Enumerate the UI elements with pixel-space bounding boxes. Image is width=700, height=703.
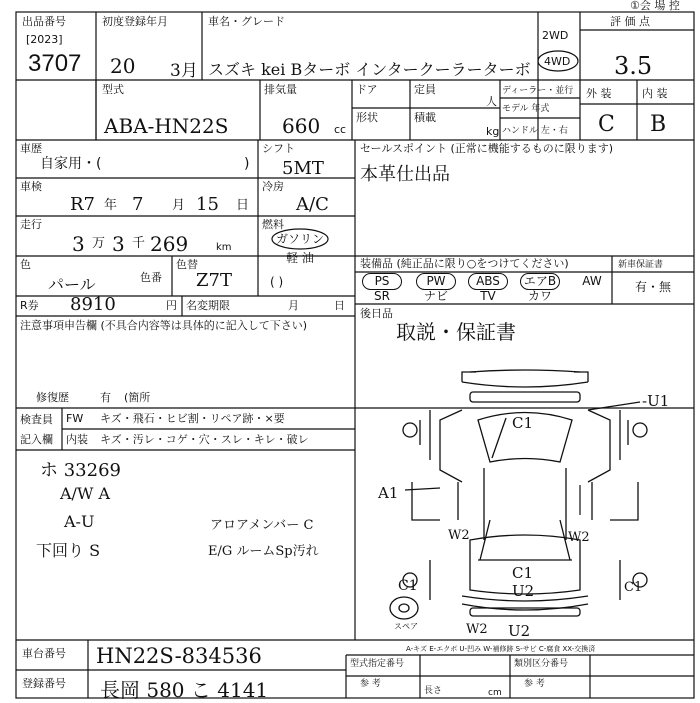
inspection-year: R7 (70, 194, 96, 215)
extras-header: 後日品 (360, 307, 393, 320)
capacity-unit: 人 (486, 95, 497, 108)
shift-value: 5MT (282, 158, 324, 179)
notes-header: 注意事項申告欄 (不具合内容等は具体的に記入して下さい) (20, 319, 308, 332)
model-grade-value: スズキ kei Bターボ インタークーラーターボ (208, 60, 531, 79)
repair-place: (箇所 (124, 391, 151, 404)
displacement-unit: cc (334, 123, 347, 136)
equipment-sr: SR (374, 289, 390, 303)
shift-label: シフト (262, 142, 295, 155)
model-grade-label: 車名・グレード (208, 15, 285, 28)
spare-tire-label: スペア (394, 622, 418, 631)
equipment-ps-circle (362, 273, 402, 290)
sales-points-value: 本革仕出品 (360, 164, 450, 185)
inspector-fw-label: FW (66, 412, 84, 425)
plate-value: 長岡 580 こ 4141 (100, 678, 269, 702)
extras-value: 取説・保証書 (396, 320, 516, 344)
lot-year: [2023] (26, 33, 63, 46)
interior-grade: B (650, 112, 667, 137)
equipment-pw-circle (416, 273, 456, 290)
damage-mark: A1 (378, 484, 399, 502)
load-unit: kg (486, 125, 500, 138)
repair-history-label: 修復歴 (36, 391, 69, 404)
registration-month: 3月 (170, 61, 198, 81)
usage-label: 車歴 (20, 142, 42, 155)
damage-mark: U2 (508, 622, 531, 640)
damage-mark: C1 (398, 578, 418, 594)
spec-number-label: 型式指定番号 (350, 659, 405, 669)
damage-mark: W2 (568, 530, 590, 545)
fuel-gasoline: ガソリン (276, 232, 325, 246)
inspector-interior-items: キズ・汚レ・コゲ・穴・スレ・キレ・破レ (100, 433, 309, 446)
spec-reference-label: 参 考 (360, 679, 381, 689)
inspector-label-1: 検査員 (20, 413, 53, 426)
mileage-label: 走行 (20, 218, 42, 231)
equipment-header: 装備品 (純正品に限り○をつけてください) (360, 257, 569, 270)
man-unit: 万 (92, 236, 106, 251)
length-unit: cm (488, 688, 502, 698)
lot-number-label: 出品番号 (22, 15, 66, 28)
equipment-leather: カワ (527, 289, 552, 303)
name-change-month: 月 (288, 299, 299, 312)
equipment-abs-circle (468, 273, 508, 290)
handwritten-note: A/W A (60, 484, 111, 503)
door-label: ドア (356, 83, 378, 96)
handwritten-note: A-U (64, 512, 95, 531)
exterior-grade: C (598, 112, 615, 137)
name-change-day: 日 (334, 299, 345, 312)
type-value: ABA-HN22S (104, 114, 229, 138)
inspection-label: 車検 (20, 180, 42, 193)
warranty-value: 有・無 (634, 280, 671, 294)
damage-mark: W2 (466, 622, 488, 637)
length-label: 長さ (424, 686, 443, 696)
score-value: 3.5 (614, 52, 653, 80)
venue-copy-note: ①会 場 控 (630, 0, 680, 12)
equipment-pw: PW (426, 274, 446, 288)
day-unit: 日 (236, 198, 250, 213)
km-unit: km (216, 242, 232, 253)
damage-mark: C1 (624, 580, 643, 595)
mileage-rest: 269 (150, 232, 189, 256)
drive-2wd: 2WD (542, 29, 569, 42)
yen-unit: 円 (166, 299, 177, 312)
month-unit: 月 (172, 198, 186, 213)
handwritten-note: E/G ルームSp汚れ (208, 544, 319, 559)
equipment-navi: ナビ (423, 289, 448, 303)
displacement-label: 排気量 (264, 83, 297, 96)
color-change-label: 色替 (176, 258, 198, 271)
aircon-label: 冷房 (262, 180, 284, 193)
usage-value: 自家用・( (40, 156, 102, 172)
shape-label: 形状 (356, 111, 378, 124)
damage-mark: U2 (512, 582, 535, 600)
handwritten-note: 下回り S (36, 541, 101, 560)
name-change-label: 名変期限 (186, 299, 230, 312)
type-label: 型式 (102, 83, 124, 96)
inspector-fw-items: キズ・飛石・ヒビ割・リペア跡・×要 (100, 412, 285, 425)
chassis-value: HN22S-834536 (96, 644, 262, 668)
interior-label: 内 装 (642, 87, 668, 100)
inspector-label-2: 記入欄 (20, 433, 53, 446)
equipment-ps: PS (374, 274, 390, 288)
damage-mark: C1 (512, 414, 534, 432)
class-number-label: 類別区分番号 (514, 659, 569, 669)
color-label: 色 (20, 258, 31, 271)
color-number-label: 色番 (140, 271, 162, 284)
class-reference-label: 参 考 (524, 679, 545, 689)
plate-label: 登録番号 (22, 677, 66, 690)
damage-mark: C1 (512, 564, 534, 582)
inspection-day: 15 (196, 194, 219, 215)
first-registration-label: 初度登録年月 (102, 15, 168, 28)
damage-mark: W2 (448, 528, 470, 543)
dealer-label: ディーラー・並行 (502, 86, 574, 96)
recycle-value: 8910 (70, 294, 116, 315)
drive-4wd: 4WD (544, 55, 571, 68)
handle-label: ハンドル 左・右 (502, 126, 568, 136)
damage-legend: A-キズ E-エクボ U-凹み W-補修跡 S-サビ C-腐食 XX-交換済 (406, 645, 596, 653)
usage-close: ) (244, 156, 250, 172)
color-number-value: Z7T (196, 270, 232, 291)
chassis-label: 車台番号 (22, 647, 66, 660)
equipment-abs: ABS (476, 274, 500, 288)
handwritten-note: ホ 33269 (40, 460, 121, 481)
mileage-sen: 3 (112, 232, 125, 256)
equipment-airbag: エアB (523, 274, 557, 288)
displacement-value: 660 (282, 114, 321, 138)
equipment-airbag-circle (520, 273, 560, 290)
inspection-month: 7 (132, 194, 144, 215)
warranty-header: 新車保証書 (618, 260, 664, 270)
sales-points-header: セールスポイント (正常に機能するものに限ります) (360, 142, 614, 155)
exterior-label: 外 装 (586, 87, 612, 100)
handwritten-note: アロアメンバー C (210, 518, 314, 533)
repair-has: 有 (100, 391, 111, 404)
sen-unit: 千 (132, 236, 146, 251)
equipment-tv: TV (480, 289, 496, 303)
recycle-label: R券 (20, 299, 39, 312)
color-value: パール (48, 275, 96, 294)
fuel-label: 燃料 (262, 218, 284, 231)
damage-mark: -U1 (642, 392, 670, 410)
inspector-interior-label: 内装 (66, 433, 88, 446)
registration-year: 20 (110, 54, 136, 78)
fuel-other: ( ) (270, 275, 284, 289)
score-label: 評 価 点 (610, 15, 650, 28)
model-year-label: モデル 年式 (502, 104, 550, 114)
fuel-diesel: 軽 油 (286, 251, 314, 265)
load-label: 積載 (414, 111, 436, 124)
aircon-value: A/C (296, 194, 329, 215)
capacity-label: 定員 (414, 83, 436, 96)
lot-number: 3707 (28, 50, 82, 77)
year-unit: 年 (104, 198, 118, 213)
equipment-aw: AW (582, 274, 602, 288)
mileage-man: 3 (72, 232, 85, 256)
